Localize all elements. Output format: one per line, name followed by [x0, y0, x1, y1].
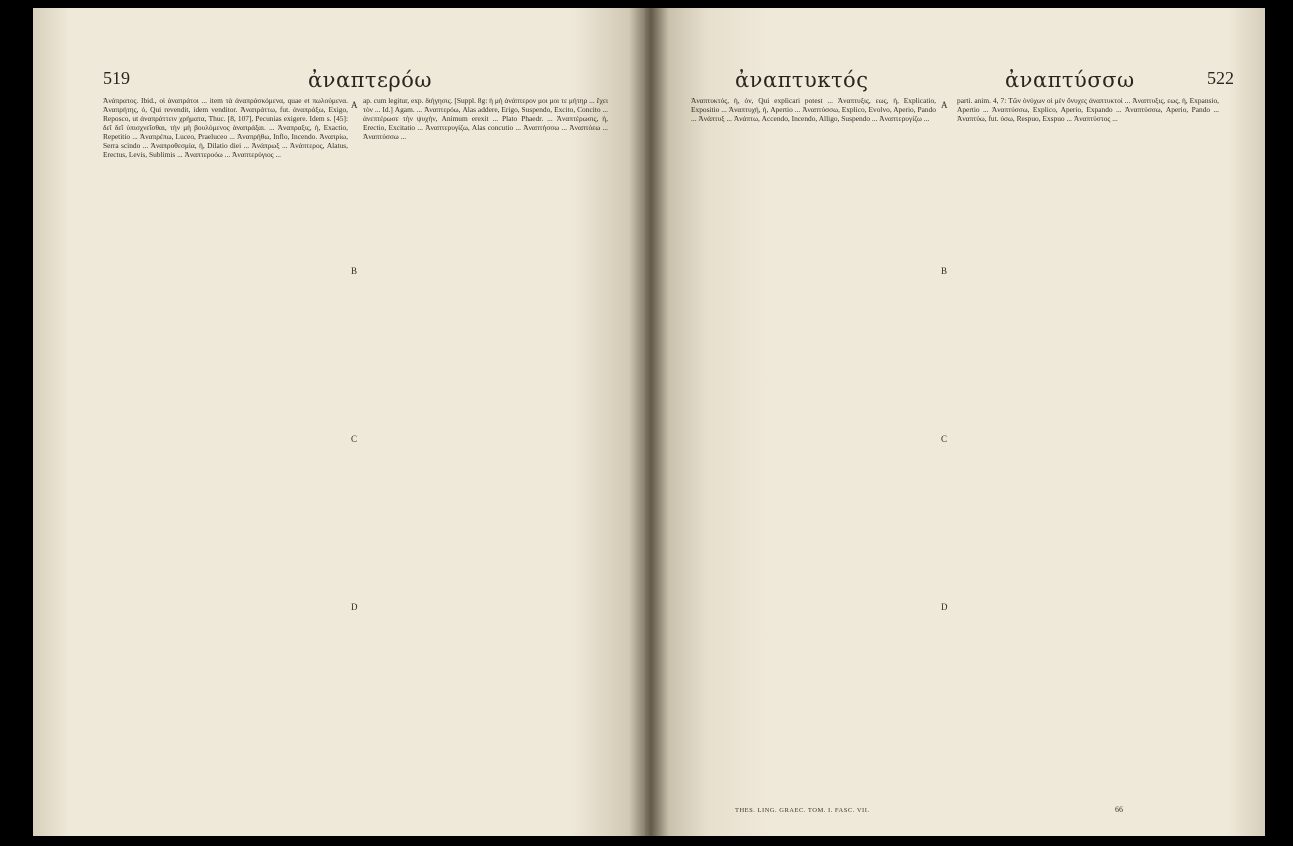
- margin-letter-b-right: B: [941, 266, 948, 276]
- right-column-a-text: Ἀναπτυκτός, ἡ, όν, Qui explicari potest ... Ἀναπτυξις, εως, ἡ, Explicatio, Expositio ... Ἀναπτυχή, ἡ, Apertio ... Ἀναπτύσσω, Explico, Evolvo, Aperio, Pando ... Ἀνάπτυξ ... Ἀνάπτω, Accendo, Incendo, Alligo, Suspendo ... Ἀναπτερυγίζω ...: [691, 96, 936, 124]
- left-column-a: [103, 96, 348, 796]
- left-page: [33, 8, 645, 836]
- margin-letter-a: A: [351, 100, 358, 110]
- right-page: [645, 8, 1265, 836]
- margin-letter-d-right: D: [941, 602, 948, 612]
- margin-letter-d: D: [351, 602, 358, 612]
- margin-letter-c-right: C: [941, 434, 948, 444]
- margin-letter-b: B: [351, 266, 358, 276]
- left-column-a-text: Ἀνάπρατος. Ibid., οἱ ἀναπράτοι ... item τὰ ἀναπράσκόμενα, quae et πωλούμενα. Ἀναπρήτης, ὁ, Qui revendit, idem venditor. Ἀναπράττω, fut. ἀναπράξω, Exigo, Reposco, ut ἀναπράττειν χρήματα, Thuc. [8, 107], Pecunias exigere. Idem s. [45]: δεῖ δεῖ ὑπισχνεῖσθαι, τὴν μὴ βουλόμενος ἀναπράξαι. ... Ἀναπραξις, ἡ, Exactio, Repetitio ... Ἀναπρέπω, Luceo, Praeluceo ... Ἀναπρήθω, Inflo, Incendo. Ἀναπρίω, Serra scindo ... Ἀναπροθεσμία, ἡ, Dilatio diei ... Ἀνάπρωξ ... Ἀνάπτερος, Alatus, Erectus, Levis, Sublimis ... Ἀναπτεροόω ... Ἀναπτερύγιος ...: [103, 96, 348, 160]
- right-headword-left: ἀναπτυκτός: [735, 68, 869, 92]
- book-spread: [33, 8, 1265, 836]
- left-column-b-text: ap. cum legitur, exp. διήγησις. [Suppl. 8g: ἡ μὴ ἀνάπτερον μοι μοι τε μήτηρ ... ἔχει τὸν ... Id.] Agam. ... Ἀναπτερόω, Alas addere, Erigo, Suspendo, Excito, Concito ... ἀνεπτέρωσε τὴν ψυχὴν, Animum erexit ... Plato Phaedr. ... Ἀναπτέρωσις, ἡ, Erectio, Excitatio ... Ἀναπτερυγίζω, Alas concutio ... Ἀναπτήσσω ... Ἀναπτόεω ... Ἀναπτύσσω ...: [363, 96, 608, 142]
- signature-mark: 66: [1115, 805, 1123, 814]
- footer-signature-line: THES. LING. GRAEC. TOM. I. FASC. VII.: [735, 807, 870, 814]
- left-headword: ἀναπτερόω: [308, 68, 433, 92]
- margin-letter-a-right: A: [941, 100, 948, 110]
- right-column-a: [691, 96, 936, 796]
- right-column-b: [957, 96, 1219, 796]
- right-column-b-text: parti. anim. 4, 7: Τῶν ὀνύχων οἱ μὲν ὄνυχες ἀναπτυκτοί ... Ἀναπτυξις, εως, ἡ, Expansio, Apertio ... Ἀναπτύσσω, Explico, Aperio, Expando ... Ἀναπτύσσω, Aperio, Pando ... Ἀναπτύω, fut. ύσω, Respuo, Exspuo ... Ἀναπτύστος ...: [957, 96, 1219, 124]
- left-column-b: [363, 96, 608, 796]
- margin-letter-c: C: [351, 434, 358, 444]
- right-page-number: 522: [1207, 68, 1234, 88]
- right-headword-right: ἀναπτύσσω: [1005, 68, 1135, 92]
- left-page-number: 519: [103, 68, 130, 88]
